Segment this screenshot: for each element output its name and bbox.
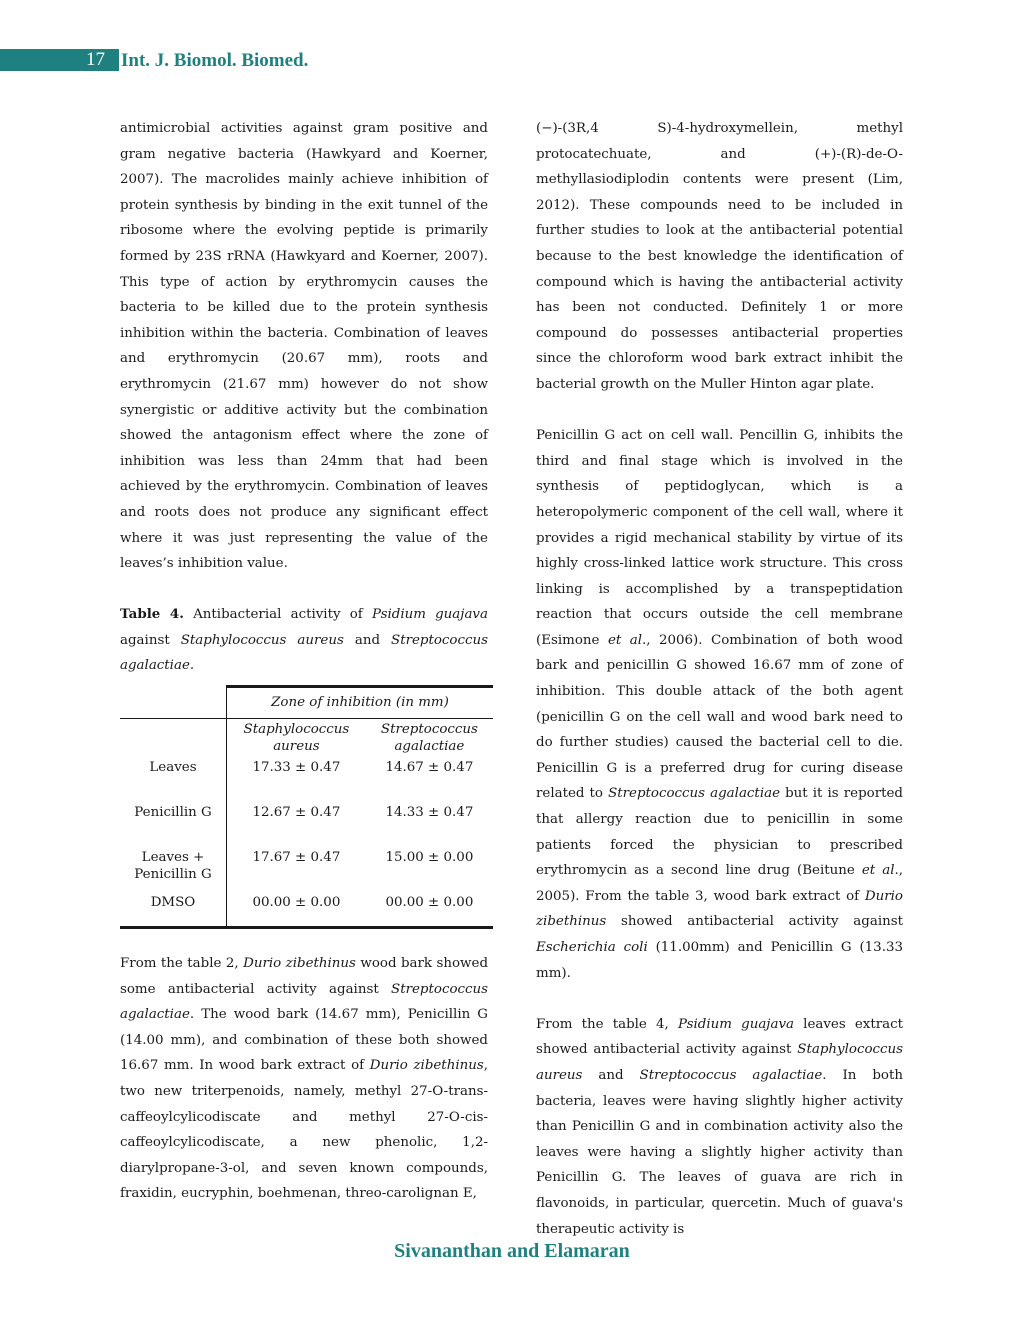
journal-title: Int. J. Biomol. Biomed. <box>121 50 309 71</box>
page-number: 17 <box>86 49 105 70</box>
column-header-staphylococcus: Staphylococcus aureus <box>227 719 366 760</box>
paragraph: From the table 2, Durio zibethinus wood bark showed some antibacterial activity against Streptococcus agalactiae. The wood bark (14.67 mm), Penicillin G (14.00 mm), and combination of these both showed 16.67 mm. In wood bark extract of Durio zibethinus, two new triterpenoids, namely, methyl 27-O-trans-caffeoylcylicodiscate and methyl 27-O-cis-caffeoylcylicodiscate, a new phenolic, 1,2-diarylpropane-3-ol, and seven known compounds, fraxidin, eucryphin, boehmenan, threo-carolignan E, <box>120 956 489 1202</box>
table-row <box>120 804 493 849</box>
column-header-streptococcus: Streptococcus agalactiae <box>380 722 478 755</box>
data-table <box>120 685 493 929</box>
row-label: Leaves + Penicillin G <box>134 850 212 883</box>
cell-value: 00.00 ± 0.00 <box>366 894 493 928</box>
paragraph: Penicillin G act on cell wall. Pencillin G, inhibits the third and final stage which is involved in the synthesis of peptidoglycan, which is a heteropolymeric component of the cell wall, where it provides a rigid mechanical stability by virtue of its highly cross-linked lattice work structure. This cross linking is accomplished by a transpeptidation reaction that occurs outside the cell membrane (Esimone et al., 2006). Combination of both wood bark and penicillin G showed 16.67 mm of zone of inhibition. This double attack of the both agent (penicillin G on the cell wall and wood bark need to do further studies) caused the bacterial cell to die. Penicillin G is a preferred drug for curing disease related to Streptococcus agalactiae but it is reported that allergy reaction due to penicillin in some patients forced the physician to prescribed erythromycin as a second line drug (Beitune et al., 2005). From the table 3, wood bark extract of Durio zibethinus showed antibacterial activity against Escherichia coli (11.00mm) and Penicillin G (13.33 mm). <box>536 428 904 981</box>
cell-value: 15.00 ± 0.00 <box>385 850 474 866</box>
left-column <box>120 116 488 1207</box>
paragraph: antimicrobial activities against gram positive and gram negative bacteria (Hawkyard and Koerner, 2007). The macrolides mainly achieve inhibition of protein synthesis by binding in the exit tunnel of the ribosome where the evolving peptide is primarily formed by 23S rRNA (Hawkyard and Koerner, 2007). This type of action by erythromycin causes the bacteria to be killed due to the protein synthesis inhibition within the bacteria. Combination of leaves and erythromycin (20.67 mm), roots and erythromycin (21.67 mm) however do not show synergistic or additive activity but the combination showed the antagonism effect where the zone of inhibition was less than 24mm that had been achieved by the erythromycin. Combination of leaves and roots does not produce any significant effect where it was just representing the value of the leaves’s inhibition value. <box>120 121 488 572</box>
table-caption: Table 4. Antibacterial activity of Psidium guajava against Staphylococcus aureus and Streptococcus agalactiae. <box>120 606 488 674</box>
table-row <box>120 759 493 804</box>
table-row <box>120 849 493 894</box>
row-label: Leaves <box>149 760 197 776</box>
table-row <box>120 894 493 928</box>
row-label: DMSO <box>120 894 227 928</box>
footer-authors: Sivananthan and Elamaran <box>394 1240 630 1262</box>
table-label: Table 4. <box>120 606 184 623</box>
paragraph: From the table 4, Psidium guajava leaves extract showed antibacterial activity against Staphylococcus aureus and Streptococcus agalactiae. In both bacteria, leaves were having slightly higher activity than Penicillin G and in combination activity also the leaves were having a slightly higher activity than Penicillin G. The leaves of guava are rich in flavonoids, in particular, quercetin. Much of guava's therapeutic activity is <box>536 1016 904 1237</box>
cell-value: 14.33 ± 0.47 <box>385 805 474 821</box>
cell-value: 17.67 ± 0.47 <box>227 849 366 894</box>
cell-value: 00.00 ± 0.00 <box>227 894 366 928</box>
table-group-header: Zone of inhibition (in mm) <box>227 687 494 719</box>
cell-value: 12.67 ± 0.47 <box>227 804 366 849</box>
right-column <box>536 116 903 1242</box>
row-label: Penicillin G <box>134 805 212 821</box>
cell-value: 17.33 ± 0.47 <box>227 759 366 804</box>
paragraph: (−)-(3R,4 S)-4-hydroxymellein, methyl protocatechuate, and (+)-(R)-de-O-methyllasiodiplodin contents were present (Lim, 2012). These compounds need to be included in further studies to look at the antibacterial potential because to the best knowledge the identification of compound which is having the antibacterial activity has been not conducted. Definitely 1 or more compound do possesses antibacterial properties since the chloroform wood bark extract inhibit the bacterial growth on the Muller Hinton agar plate. <box>536 121 903 392</box>
cell-value: 14.67 ± 0.47 <box>385 760 474 776</box>
